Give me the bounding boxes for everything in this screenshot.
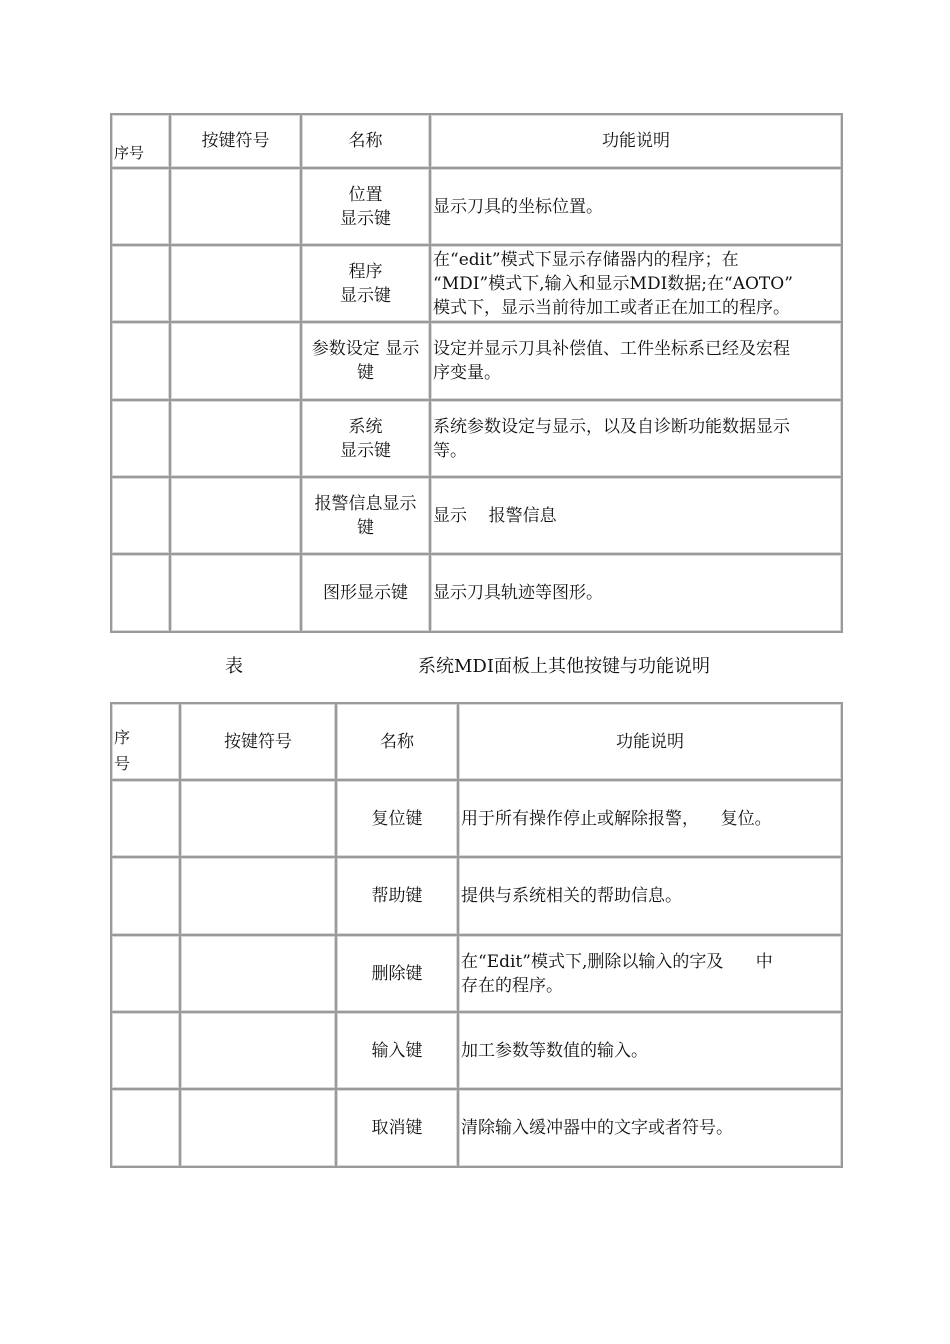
cell-name: 参数设定 显示 键 [301, 322, 430, 400]
table-row [111, 245, 842, 322]
cell-serial-number [111, 554, 170, 632]
header-key-symbol: 按键符号 [180, 703, 336, 780]
cell-serial-number [111, 168, 170, 245]
cell-key-symbol [170, 400, 301, 477]
key-function-table-2 [110, 702, 843, 1168]
cell-description: 清除输入缓冲器中的文字或者符号。 [458, 1089, 842, 1167]
table-header-row [111, 114, 842, 168]
table-row [111, 1012, 842, 1089]
cell-name: 程序 显示键 [301, 245, 430, 322]
cell-name: 帮助键 [336, 857, 458, 935]
cell-key-symbol [170, 168, 301, 245]
cell-description: 设定并显示刀具补偿值、工件坐标系已经及宏程 序变量。 [430, 322, 842, 400]
key-function-table-1 [110, 113, 843, 633]
cell-serial-number [111, 322, 170, 400]
table-row [111, 400, 842, 477]
cell-description: 系统参数设定与显示，以及自诊断功能数据显示 等。 [430, 400, 842, 477]
cell-description: 在“Edit”模式下,删除以输入的字及 中 存在的程序。 [458, 935, 842, 1012]
cell-key-symbol [180, 1012, 336, 1089]
cell-description: 加工参数等数值的输入。 [458, 1012, 842, 1089]
table-row [111, 857, 842, 935]
cell-name: 取消键 [336, 1089, 458, 1167]
cell-key-symbol [170, 554, 301, 632]
table-header-row [111, 703, 842, 780]
cell-description: 用于所有操作停止或解除报警， 复位。 [458, 780, 842, 857]
cell-key-symbol [170, 245, 301, 322]
table-row [111, 1089, 842, 1167]
header-description: 功能说明 [458, 703, 842, 780]
caption-label: 表 [225, 656, 243, 677]
cell-name: 输入键 [336, 1012, 458, 1089]
header-name: 名称 [336, 703, 458, 780]
cell-serial-number [111, 1012, 180, 1089]
cell-key-symbol [180, 1089, 336, 1167]
table-row [111, 322, 842, 400]
cell-serial-number [111, 245, 170, 322]
cell-serial-number [111, 780, 180, 857]
cell-description: 显示刀具的坐标位置。 [430, 168, 842, 245]
cell-serial-number [111, 935, 180, 1012]
cell-name: 删除键 [336, 935, 458, 1012]
cell-name: 位置 显示键 [301, 168, 430, 245]
cell-name: 系统 显示键 [301, 400, 430, 477]
cell-name: 报警信息显示 键 [301, 477, 430, 554]
cell-name: 复位键 [336, 780, 458, 857]
cell-key-symbol [170, 322, 301, 400]
header-key-symbol: 按键符号 [170, 114, 301, 168]
table-row [111, 168, 842, 245]
cell-key-symbol [170, 477, 301, 554]
table-row [111, 935, 842, 1012]
cell-serial-number [111, 400, 170, 477]
cell-description: 提供与系统相关的帮助信息。 [458, 857, 842, 935]
header-serial-number: 序号 [111, 114, 170, 168]
header-serial-number: 序 号 [111, 703, 180, 780]
header-description: 功能说明 [430, 114, 842, 168]
cell-serial-number [111, 477, 170, 554]
caption-title: 系统MDI面板上其他按键与功能说明 [418, 656, 710, 677]
cell-serial-number [111, 857, 180, 935]
table-row [111, 477, 842, 554]
table-row [111, 780, 842, 857]
cell-key-symbol [180, 857, 336, 935]
cell-serial-number [111, 1089, 180, 1167]
cell-key-symbol [180, 935, 336, 1012]
cell-key-symbol [180, 780, 336, 857]
cell-name: 图形显示键 [301, 554, 430, 632]
header-name: 名称 [301, 114, 430, 168]
cell-description: 显示 报警信息 [430, 477, 842, 554]
cell-description: 在“edit”模式下显示存储器内的程序；在 “MDI”模式下,输入和显示MDI数据;在“AOTO” 模式下，显示当前待加工或者正在加工的程序。 [430, 245, 842, 322]
table-row [111, 554, 842, 632]
cell-description: 显示刀具轨迹等图形。 [430, 554, 842, 632]
